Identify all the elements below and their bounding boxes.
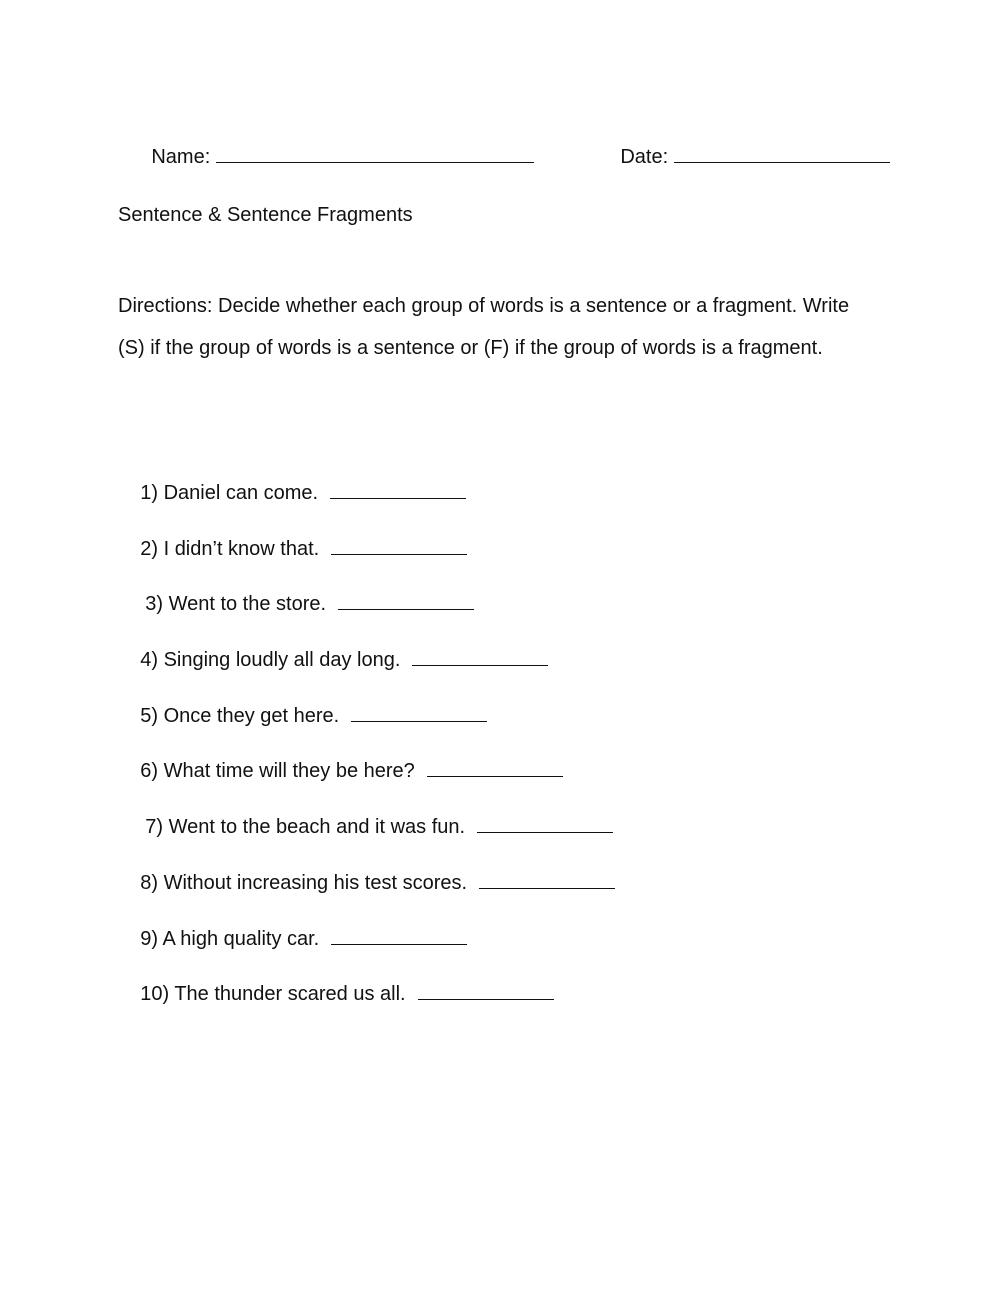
question-text: 9) A high quality car. [140,928,320,950]
answer-blank-line[interactable] [331,535,467,555]
question-text: 2) I didn’t know that. [140,538,320,560]
directions-text: Directions: Decide whether each group of words is a sentence or a fragment. Write (S) if the group of words is a sentence or (F) if the group of words is a fragment. [118,295,850,359]
question-text: 1) Daniel can come. [140,482,319,504]
answer-blank-line[interactable] [477,813,613,833]
date-label: Date: [620,146,669,168]
question-text: 6) What time will they be here? [140,760,415,782]
answer-blank-line[interactable] [479,869,615,889]
question-text: 8) Without increasing his test scores. [140,872,468,894]
answer-blank-line[interactable] [412,646,548,666]
header-row [118,119,878,168]
name-field [118,119,534,193]
date-blank-line[interactable] [674,143,890,163]
answer-blank-line[interactable] [351,702,487,722]
worksheet-title: Sentence & Sentence Fragments [118,204,413,226]
name-blank-line[interactable] [216,143,534,163]
name-label: Name: [151,146,211,168]
answer-blank-line[interactable] [338,590,474,610]
question-text: 5) Once they get here. [140,705,340,727]
question-text: 10) The thunder scared us all. [140,983,406,1005]
question-item [118,956,554,1030]
date-field [587,119,890,193]
answer-blank-line[interactable] [331,925,467,945]
question-text: 7) Went to the beach and it was fun. [145,816,466,838]
question-text: 3) Went to the store. [145,593,327,615]
answer-blank-line[interactable] [418,980,554,1000]
answer-blank-line[interactable] [330,479,466,499]
question-text: 4) Singing loudly all day long. [140,649,401,671]
answer-blank-line[interactable] [427,757,563,777]
